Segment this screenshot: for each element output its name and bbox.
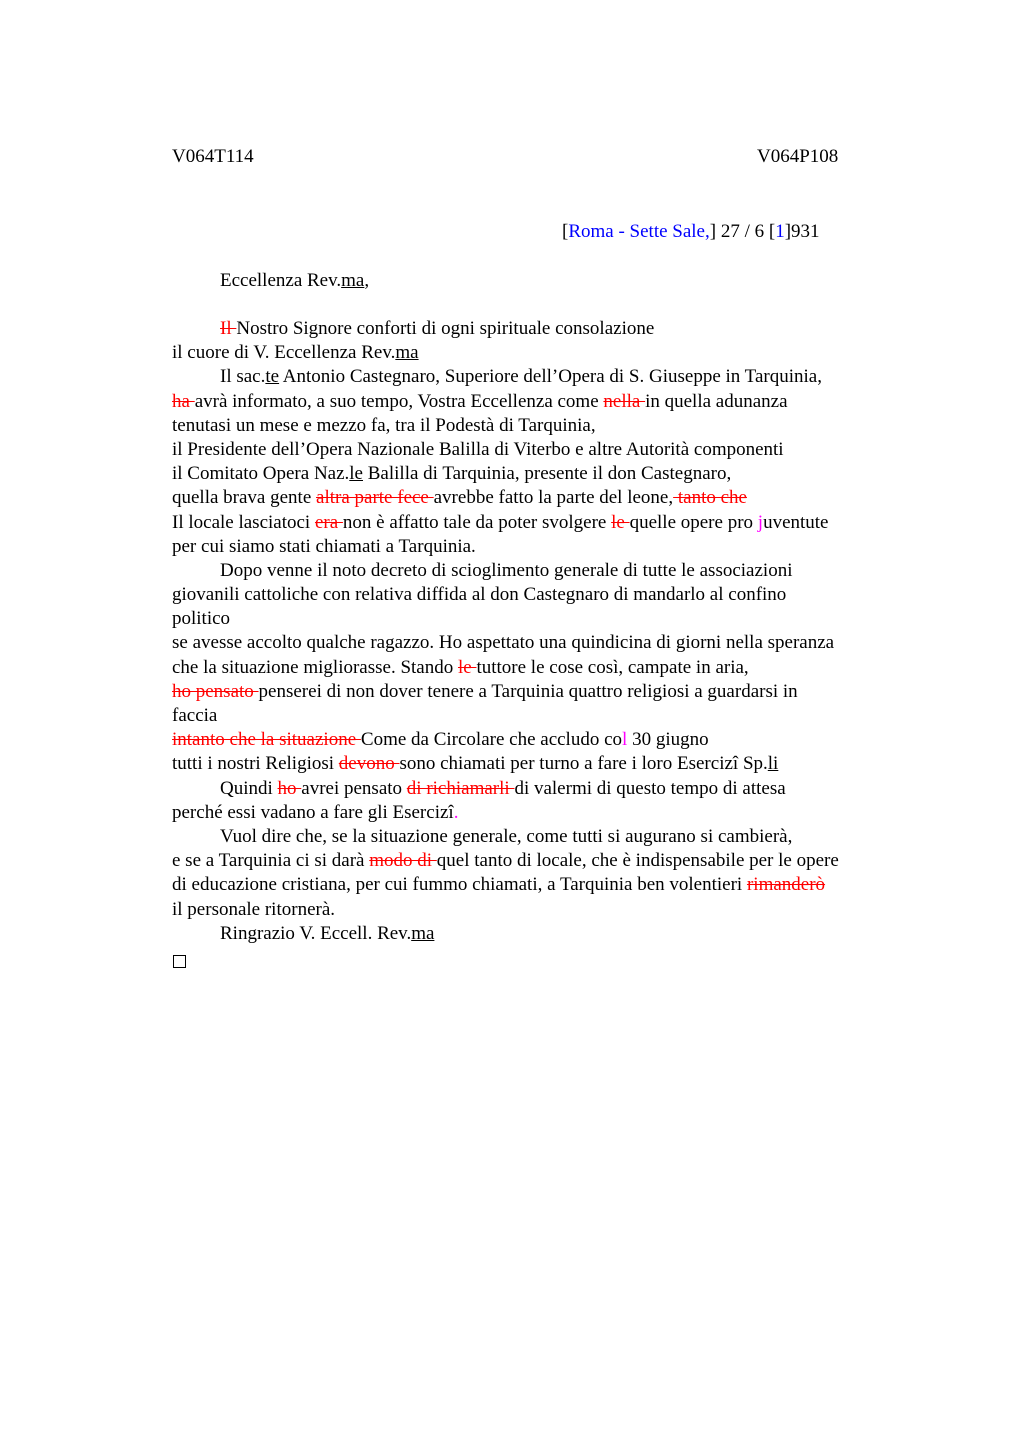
document-code-right: V064P108 <box>757 146 839 167</box>
text-line: Ringrazio V. Eccell. Rev.ma <box>220 922 435 944</box>
salutation: Eccellenza Rev.ma, <box>220 270 370 291</box>
text-line: il cuore di V. Eccellenza Rev.ma <box>172 342 419 364</box>
text-line: intanto che la situazione Come da Circolare che accludo col 30 giugno <box>172 729 709 751</box>
text-line: di educazione cristiana, per cui fummo chiamati, a Tarquinia ben volentieri rimanderò <box>172 874 826 896</box>
text-line: faccia <box>172 705 218 726</box>
text-line: tenutasi un mese e mezzo fa, tra il Podestà di Tarquinia, <box>172 414 596 436</box>
text-line: ho pensato penserei di non dover tenere a Tarquinia quattro religiosi a guardarsi in <box>172 680 798 702</box>
text-line: il Presidente dell’Opera Nazionale Balilla di Viterbo e altre Autorità componenti <box>172 438 784 460</box>
text-line: tutti i nostri Religiosi devono sono chiamati per turno a fare i loro Esercizi Sp.li <box>172 753 779 775</box>
text-line: perché essi vadano a fare gli Esercizî. <box>172 801 459 823</box>
document-code-left: V064T114 <box>172 146 254 167</box>
text-line: ha avrà informato, a suo tempo, Vostra Eccellenza come nella in quella adunanza <box>172 390 788 412</box>
text-line: Il sac.te Antonio Castegnaro, Superiore dell’Opera di S. Giuseppe in Tarquinia, <box>220 366 822 388</box>
text-line: Vuol dire che, se la situazione generale, come tutti si augurano si cambierà, <box>220 825 793 847</box>
text-line: quella brava gente altra parte fece avrebbe fatto la parte del leone, tanto che <box>172 487 747 509</box>
letter-body <box>172 317 912 946</box>
text-line: se avesse accolto qualche ragazzo. Ho aspettato una quindicina di giorni nella speranza <box>172 632 835 654</box>
page-end-square-icon <box>173 955 186 968</box>
dateline-restored-digit: 1 <box>775 221 785 242</box>
text-line: giovanili cattoliche con relativa diffida al don Castegnaro di mandarlo al confino <box>172 584 787 606</box>
text-line: il Comitato Opera Naz.le Balilla di Tarquinia, presente il don Castegnaro, <box>172 463 732 485</box>
text-line: che la situazione migliorasse. Stando le tuttore le cose così, campate in aria, <box>172 656 749 678</box>
text-line: Quindi ho avrei pensato di richiamarli di valermi di questo tempo di attesa <box>220 777 786 799</box>
text-line: Il locale lasciatoci era non è affatto tale da poter svolgere le quelle opere pro juventute <box>172 511 829 533</box>
text-line: per cui siamo stati chiamati a Tarquinia. <box>172 535 476 557</box>
text-line: politico <box>172 608 231 630</box>
text-line: e se a Tarquinia ci si darà modo di quel tanto di locale, che è indispensabile per le opere <box>172 850 839 872</box>
text-line: Il Nostro Signore conforti di ogni spirituale consolazione <box>220 318 655 339</box>
dateline-place: Roma - Sette Sale, <box>568 221 710 242</box>
text-line: Dopo venne il noto decreto di scioglimento generale di tutte le associazioni <box>220 559 793 581</box>
text-line: il personale ritornerà. <box>172 898 336 920</box>
dateline: [Roma - Sette Sale,] 27 / 6 [1]931 <box>562 221 820 242</box>
